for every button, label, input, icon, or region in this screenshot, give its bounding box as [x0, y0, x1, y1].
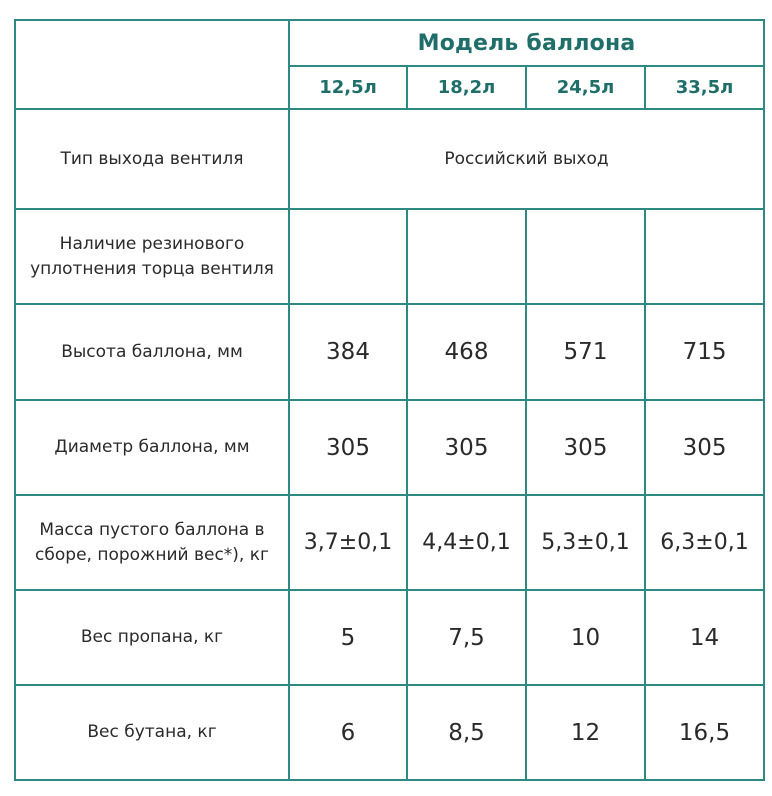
model-title: Модель баллона	[289, 20, 764, 66]
propane-label: Вес пропана, кг	[15, 590, 289, 685]
rubber-seal-label-line1: Наличие резинового	[59, 233, 245, 254]
rubber-seal-row	[15, 209, 764, 304]
height-value-12-5l: 384	[289, 304, 407, 400]
height-value-24-5l: 571	[526, 304, 645, 400]
valve-type-label: Тип выхода вентиля	[15, 109, 289, 209]
butane-value-12-5l: 6	[289, 685, 407, 780]
empty-mass-label	[15, 495, 289, 590]
height-value-33-5l: 715	[645, 304, 764, 400]
model-33-5l: 33,5л	[645, 66, 764, 109]
empty-mass-value-33-5l: 6,3±0,1	[645, 495, 764, 590]
rubber-seal-label-line2: уплотнения торца вентиля	[30, 258, 274, 279]
propane-value-33-5l: 14	[645, 590, 764, 685]
valve-type-row	[15, 109, 764, 209]
diameter-value-12-5l: 305	[289, 400, 407, 495]
butane-row	[15, 685, 764, 780]
rubber-seal-label	[15, 209, 289, 304]
empty-mass-value-24-5l: 5,3±0,1	[526, 495, 645, 590]
model-24-5l: 24,5л	[526, 66, 645, 109]
propane-value-18-2l: 7,5	[407, 590, 526, 685]
cylinder-spec-table	[14, 19, 765, 781]
empty-mass-label-line2: сборе, порожний вес*), кг	[35, 544, 269, 565]
diameter-label: Диаметр баллона, мм	[15, 400, 289, 495]
diameter-value-18-2l: 305	[407, 400, 526, 495]
propane-value-12-5l: 5	[289, 590, 407, 685]
model-12-5l: 12,5л	[289, 66, 407, 109]
propane-row	[15, 590, 764, 685]
diameter-value-24-5l: 305	[526, 400, 645, 495]
propane-value-24-5l: 10	[526, 590, 645, 685]
butane-value-18-2l: 8,5	[407, 685, 526, 780]
butane-value-24-5l: 12	[526, 685, 645, 780]
corner-cell	[15, 20, 289, 109]
model-18-2l: 18,2л	[407, 66, 526, 109]
header-title-row	[15, 20, 764, 66]
empty-mass-label-line1: Масса пустого баллона в	[39, 519, 265, 540]
diameter-row	[15, 400, 764, 495]
height-value-18-2l: 468	[407, 304, 526, 400]
rubber-seal-value-18-2l	[407, 209, 526, 304]
empty-mass-value-12-5l: 3,7±0,1	[289, 495, 407, 590]
empty-mass-value-18-2l: 4,4±0,1	[407, 495, 526, 590]
empty-mass-row	[15, 495, 764, 590]
rubber-seal-value-24-5l	[526, 209, 645, 304]
rubber-seal-value-33-5l	[645, 209, 764, 304]
height-label: Высота баллона, мм	[15, 304, 289, 400]
diameter-value-33-5l: 305	[645, 400, 764, 495]
valve-type-value: Российский выход	[289, 109, 764, 209]
height-row	[15, 304, 764, 400]
butane-label: Вес бутана, кг	[15, 685, 289, 780]
butane-value-33-5l: 16,5	[645, 685, 764, 780]
rubber-seal-value-12-5l	[289, 209, 407, 304]
